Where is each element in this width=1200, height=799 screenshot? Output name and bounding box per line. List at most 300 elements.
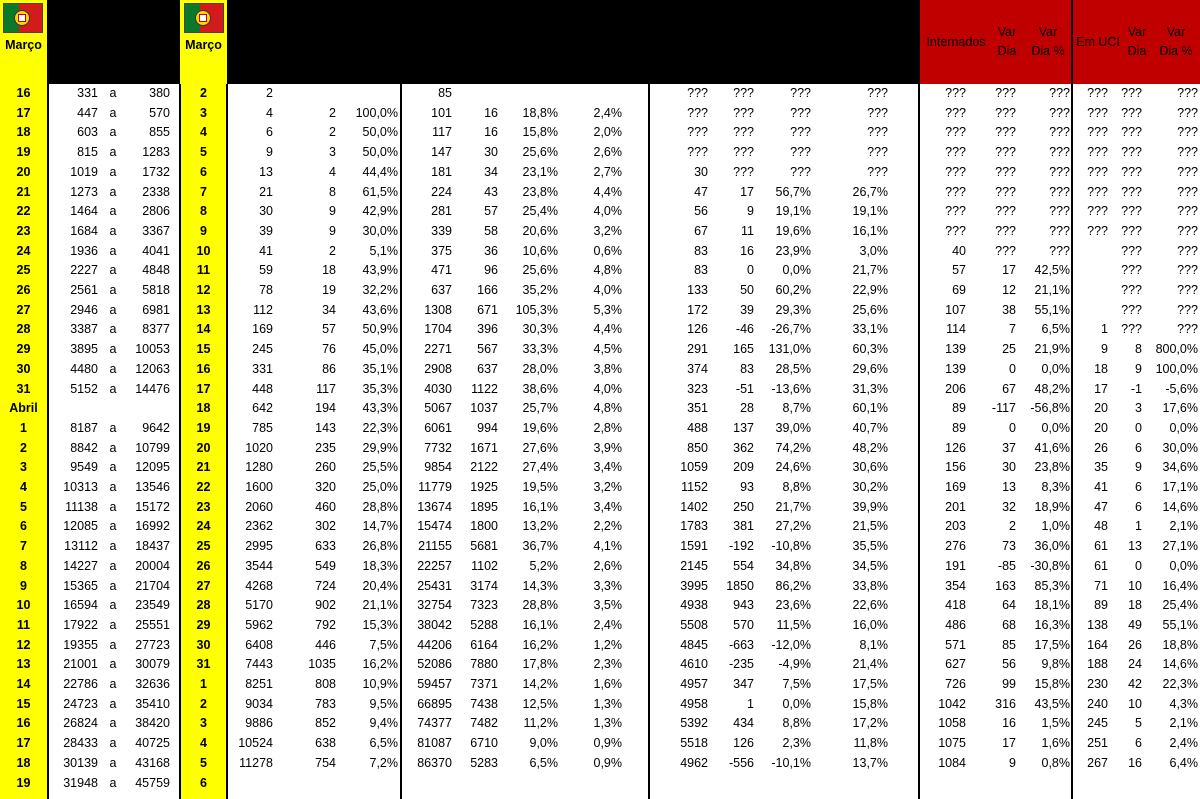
cell-var-pct-confirmados: 6,5%: [369, 736, 398, 751]
cell-var-pct-uci: 16,4%: [1162, 578, 1198, 593]
cell-var-dia-suspeitos: 58: [484, 223, 498, 238]
cell-date-2: 27: [196, 578, 211, 593]
cell-aguardam: 5392: [680, 716, 708, 731]
cell-infectados-sep: a: [109, 283, 117, 297]
cell-var-dia-suspeitos: 1671: [470, 440, 498, 455]
cell-em-uci: [1078, 774, 1108, 794]
cell-var-pct-internados: 43,5%: [1034, 696, 1070, 711]
cell-var-pct-suspeitos: 16,1%: [522, 499, 558, 514]
cell-var-dia-suspeitos: 567: [477, 342, 498, 357]
cell-var-pct-aguardam: 28,5%: [775, 361, 811, 376]
cell-var-pct-uci: ???: [1177, 184, 1198, 199]
cell-var-dia-aguardam: 137: [733, 420, 754, 435]
cell-var-dia-uci: ???: [1121, 322, 1142, 337]
cell-em-uci: 9: [1101, 342, 1108, 357]
cell-var-dia-confirmados: 2: [329, 243, 336, 258]
cell-var-pct-suspeitos: 33,3%: [522, 342, 558, 357]
cell-resultados-lab: 30,2%: [852, 480, 888, 494]
cell-casos-suspeitos: 101: [431, 105, 452, 120]
cell-var-pct-uci: ???: [1177, 322, 1198, 337]
cell-em-uci: ???: [1087, 145, 1108, 160]
cell-aguardam: 1591: [680, 539, 708, 554]
cell-confirmados: 112: [253, 302, 273, 317]
cell-var-pct-internados: 21,1%: [1034, 283, 1070, 297]
cell-suspeitos-confirmados: 3,2%: [593, 480, 622, 494]
cell-suspeitos-confirmados: 4,0%: [593, 283, 622, 297]
cell-infectados-max: 13546: [135, 480, 170, 494]
cell-em-uci: 48: [1094, 519, 1108, 534]
cell-var-dia-suspeitos: 637: [477, 361, 498, 376]
cell-infectados-max: 12063: [135, 361, 170, 376]
cell-infectados-max: 25551: [135, 617, 170, 632]
cell-var-pct-suspeitos: 13,2%: [522, 519, 558, 534]
cell-var-pct-internados: 6,5%: [1041, 322, 1070, 337]
cell-casos-suspeitos: 1308: [424, 302, 452, 317]
cell-var-dia-suspeitos: 671: [477, 302, 498, 317]
cell-var-pct-internados: 41,6%: [1034, 440, 1070, 455]
cell-infectados-sep: a: [109, 243, 117, 258]
header-var-pct-uci: Var Dia %: [1159, 25, 1193, 58]
cell-infectados-sep: a: [109, 460, 117, 475]
portugal-flag-icon: [3, 3, 43, 33]
cell-var-dia-uci: 13: [1128, 539, 1142, 554]
cell-var-pct-uci: -5,6%: [1165, 381, 1198, 396]
cell-var-dia-aguardam: 50: [740, 283, 754, 297]
cell-var-pct-suspeitos: 9,0%: [529, 736, 558, 751]
header-var-pct-internados: Var Dia %: [1031, 25, 1065, 58]
cell-var-pct-aguardam: ???: [790, 125, 811, 140]
cell-resultados-lab: 34,5%: [852, 558, 888, 573]
cell-infectados-sep: a: [109, 145, 117, 160]
cell-casos-suspeitos: 32754: [417, 598, 452, 613]
cell-var-pct-uci: ???: [1177, 204, 1198, 219]
cell-var-pct-aguardam: 2,3%: [782, 736, 811, 751]
cell-var-dia-aguardam: ???: [733, 164, 754, 179]
cell-var-dia-uci: ???: [1121, 145, 1142, 160]
cell-date-1: 23: [16, 223, 31, 238]
cell-var-pct-suspeitos: 10,6%: [522, 243, 558, 258]
cell-date-2: 2: [200, 696, 207, 711]
cell-date-1: 30: [16, 361, 31, 376]
cell-resultados-lab: 21,5%: [852, 519, 888, 534]
cell-var-dia-internados: ???: [995, 223, 1016, 238]
cell-confirmados: [237, 774, 273, 794]
cell-resultados-lab: 35,5%: [852, 539, 888, 554]
cell-var-dia-uci: ???: [1121, 263, 1142, 278]
table-row: [0, 655, 1200, 675]
cell-casos-suspeitos: 81087: [417, 736, 452, 751]
cell-em-uci: 17: [1094, 381, 1108, 396]
cell-confirmados: 2060: [245, 499, 273, 514]
cell-var-dia-internados: 9: [1009, 755, 1016, 770]
cell-var-pct-internados: 8,3%: [1041, 480, 1070, 494]
cell-var-dia-confirmados: 57: [322, 322, 336, 337]
header-confirmados: Confirmados: [234, 34, 305, 49]
cell-var-dia-suspeitos: 994: [477, 420, 498, 435]
cell-infectados-min: 1273: [70, 184, 98, 199]
table-row: [0, 281, 1200, 301]
cell-var-pct-uci: 2,4%: [1169, 736, 1198, 751]
cell-var-pct-uci: ???: [1177, 86, 1198, 100]
cell-date-2: 18: [196, 401, 211, 416]
cell-date-1: 24: [16, 243, 31, 258]
cell-var-pct-suspeitos: 15,8%: [522, 125, 558, 140]
cell-suspeitos-confirmados: 0,9%: [593, 736, 622, 751]
cell-confirmados: 642: [252, 401, 273, 416]
cell-var-dia-internados: ???: [995, 243, 1016, 258]
cell-var-dia-uci: 6: [1135, 480, 1142, 494]
cell-confirmados: 1600: [245, 480, 273, 494]
cell-resultados-lab: [830, 774, 888, 794]
cell-var-pct-uci: 800,0%: [1155, 342, 1198, 357]
cell-var-dia-uci: 42: [1128, 677, 1142, 691]
cell-var-pct-suspeitos: 12,5%: [522, 696, 558, 711]
header-em-uci: Em UCI: [1076, 34, 1120, 49]
cell-date-1: 29: [16, 342, 31, 357]
cell-casos-suspeitos: 1704: [424, 322, 452, 337]
cell-var-pct-uci: 14,6%: [1162, 657, 1198, 672]
cell-suspeitos-confirmados: 4,1%: [593, 539, 622, 554]
cell-var-pct-internados: 17,5%: [1034, 637, 1070, 652]
cell-confirmados: 4: [266, 105, 273, 120]
cell-var-dia-aguardam: 1: [747, 696, 754, 711]
cell-var-dia-aguardam: 16: [740, 243, 754, 258]
cell-var-pct-confirmados: 35,1%: [362, 361, 398, 376]
cell-var-dia-aguardam: -46: [735, 322, 754, 337]
table-row: [0, 537, 1200, 557]
cell-casos-suspeitos: 281: [431, 204, 452, 219]
cell-var-pct-suspeitos: 28,8%: [522, 598, 558, 613]
cell-var-pct-suspeitos: 18,8%: [522, 105, 558, 120]
cell-var-pct-uci: ???: [1177, 125, 1198, 140]
cell-internados: ???: [945, 223, 966, 238]
cell-var-dia-suspeitos: 7438: [470, 696, 498, 711]
cell-aguardam: 83: [694, 243, 708, 258]
cell-infectados-sep: a: [109, 420, 117, 435]
cell-infectados-sep: a: [109, 519, 117, 534]
cell-infectados-min: 2561: [70, 283, 98, 297]
cell-var-dia-internados: 163: [995, 578, 1016, 593]
table-row: [0, 636, 1200, 656]
cell-var-dia-confirmados: 4: [329, 164, 336, 179]
cell-infectados-max: 27723: [135, 637, 170, 652]
cell-confirmados: 59: [259, 263, 273, 278]
cell-infectados-min: 1464: [70, 204, 98, 219]
cell-infectados-min: 1936: [70, 243, 98, 258]
cell-aguardam: 4845: [680, 637, 708, 652]
cell-resultados-lab: 8,1%: [859, 637, 888, 652]
cell-var-pct-uci: 0,0%: [1169, 420, 1198, 435]
cell-var-pct-confirmados: 45,0%: [362, 342, 398, 357]
cell-var-pct-suspeitos: 19,6%: [522, 420, 558, 435]
cell-infectados-max: 6981: [142, 302, 170, 317]
cell-var-dia-internados: 38: [1002, 302, 1016, 317]
cell-resultados-lab: 22,9%: [852, 283, 888, 297]
cell-infectados-sep: a: [109, 322, 117, 337]
cell-confirmados: 5170: [245, 598, 273, 613]
cell-infectados-sep: a: [109, 617, 117, 632]
cell-var-dia-uci: ???: [1121, 204, 1142, 219]
cell-var-dia-internados: 32: [1002, 499, 1016, 514]
cell-casos-suspeitos: 2271: [424, 342, 452, 357]
cell-resultados-lab: 40,7%: [852, 420, 888, 435]
cell-var-pct-suspeitos: 105,3%: [515, 302, 558, 317]
cell-resultados-lab: 25,6%: [852, 302, 888, 317]
cell-var-pct-aguardam: ???: [790, 86, 811, 100]
cell-var-dia-internados: ???: [995, 184, 1016, 199]
cell-internados: 191: [945, 558, 966, 573]
cell-var-pct-internados: 42,5%: [1034, 263, 1070, 278]
cell-var-pct-aguardam: ???: [790, 105, 811, 120]
cell-var-pct-uci: 17,1%: [1162, 480, 1198, 494]
cell-infectados-min: [50, 399, 98, 419]
cell-var-pct-confirmados: 43,9%: [362, 263, 398, 278]
cell-infectados-max: 10053: [135, 342, 170, 357]
cell-var-dia-aguardam: 554: [733, 558, 754, 573]
cell-suspeitos-confirmados: 4,4%: [593, 184, 622, 199]
cell-var-dia-aguardam: 17: [740, 184, 754, 199]
cell-var-dia-confirmados: 638: [315, 736, 336, 751]
cell-casos-suspeitos: 339: [431, 223, 452, 238]
cell-var-dia-confirmados: [300, 774, 336, 794]
cell-em-uci: [1078, 261, 1108, 281]
cell-var-pct-uci: 6,4%: [1169, 755, 1198, 770]
cell-suspeitos-confirmados: 0,9%: [593, 755, 622, 770]
cell-infectados-min: 10313: [63, 480, 98, 494]
cell-var-dia-confirmados: 235: [315, 440, 336, 455]
cell-suspeitos-confirmados: 2,4%: [593, 617, 622, 632]
cell-date-2: 14: [196, 322, 211, 337]
cell-resultados-lab: 22,6%: [852, 598, 888, 613]
cell-var-dia-aguardam: 381: [733, 519, 754, 534]
header-var-dia-suspeitos: Var Dia: [481, 25, 501, 58]
table-row: [0, 557, 1200, 577]
cell-infectados-max: 8377: [142, 322, 170, 337]
cell-var-pct-suspeitos: 27,6%: [522, 440, 558, 455]
cell-infectados-min: 4480: [70, 361, 98, 376]
cell-internados: 40: [952, 243, 966, 258]
cell-var-dia-internados: ???: [995, 164, 1016, 179]
cell-var-pct-aguardam: ???: [790, 164, 811, 179]
cell-var-dia-suspeitos: 96: [484, 263, 498, 278]
cell-date-2: 10: [196, 243, 211, 258]
cell-var-dia-suspeitos: [460, 84, 498, 104]
cell-casos-suspeitos: 74377: [417, 716, 452, 731]
cell-var-pct-internados: ???: [1049, 243, 1070, 258]
cell-suspeitos-confirmados: 1,6%: [593, 677, 622, 691]
cell-infectados-sep: a: [109, 598, 117, 613]
cell-aguardam: ???: [687, 105, 708, 120]
cell-var-pct-suspeitos: 14,3%: [522, 578, 558, 593]
cell-var-pct-uci: 14,6%: [1162, 499, 1198, 514]
cell-infectados-min: 15365: [63, 578, 98, 593]
cell-infectados-max: 9642: [142, 420, 170, 435]
cell-var-pct-aguardam: 60,2%: [775, 283, 811, 297]
table-row: [0, 754, 1200, 774]
table-row: [0, 675, 1200, 695]
cell-var-dia-uci: [1110, 774, 1142, 794]
cell-var-pct-uci: 55,1%: [1162, 617, 1198, 632]
header-var-pct-aguardam: Var Dia %: [775, 25, 809, 58]
cell-var-dia-suspeitos: 6710: [470, 736, 498, 751]
cell-var-pct-suspeitos: 25,7%: [522, 401, 558, 416]
cell-suspeitos-confirmados: 0,6%: [593, 243, 622, 258]
cell-infectados-max: [125, 399, 170, 419]
cell-var-dia-suspeitos: 6164: [470, 637, 498, 652]
cell-var-dia-uci: 0: [1135, 420, 1142, 435]
cell-var-dia-internados: [975, 774, 1016, 794]
cell-internados: 1084: [938, 755, 966, 770]
cell-infectados-sep: a: [109, 184, 117, 199]
cell-var-pct-suspeitos: 6,5%: [529, 755, 558, 770]
cell-date-1: 12: [16, 637, 31, 652]
cell-em-uci: ???: [1087, 184, 1108, 199]
cell-infectados-min: 9549: [70, 460, 98, 475]
cell-var-dia-suspeitos: 166: [477, 283, 498, 297]
cell-internados: 1058: [938, 716, 966, 731]
cell-casos-suspeitos: 22257: [417, 558, 452, 573]
cell-var-pct-uci: 2,1%: [1169, 716, 1198, 731]
cell-infectados-min: 14227: [63, 558, 98, 573]
cell-var-dia-suspeitos: 36: [484, 243, 498, 258]
cell-var-pct-confirmados: 10,9%: [362, 677, 398, 691]
cell-date-2: 24: [196, 519, 211, 534]
cell-em-uci: ???: [1087, 86, 1108, 100]
cell-confirmados: 11278: [239, 755, 273, 770]
cell-var-pct-internados: -56,8%: [1030, 401, 1070, 416]
cell-infectados-min: 2946: [70, 302, 98, 317]
cell-var-pct-aguardam: -10,8%: [771, 539, 811, 554]
cell-var-dia-internados: 37: [1002, 440, 1016, 455]
cell-var-pct-suspeitos: [502, 84, 558, 104]
cell-infectados-min: 815: [77, 145, 98, 160]
cell-casos-suspeitos: 9854: [424, 460, 452, 475]
cell-infectados-max: 40725: [135, 736, 170, 751]
cell-var-pct-suspeitos: 25,4%: [522, 204, 558, 219]
cell-casos-suspeitos: 471: [431, 263, 452, 278]
cell-var-pct-aguardam: 29,3%: [775, 302, 811, 317]
cell-confirmados: 1280: [245, 460, 273, 475]
table-row: [0, 714, 1200, 734]
cell-internados: 139: [945, 342, 966, 357]
cell-em-uci: 267: [1087, 755, 1108, 770]
cell-var-pct-confirmados: 9,5%: [369, 696, 398, 711]
cell-suspeitos-confirmados: 2,7%: [593, 164, 622, 179]
cell-var-pct-suspeitos: 16,1%: [522, 617, 558, 632]
cell-infectados-sep: a: [109, 775, 117, 790]
cell-resultados-lab: 16,1%: [852, 223, 888, 238]
cell-var-dia-aguardam: 39: [740, 302, 754, 317]
cell-internados: 571: [945, 637, 966, 652]
cell-var-pct-uci: ???: [1177, 223, 1198, 238]
cell-aguardam: 172: [687, 302, 708, 317]
cell-em-uci: 230: [1087, 677, 1108, 691]
cell-date-2: 19: [196, 420, 211, 435]
cell-casos-suspeitos: 637: [431, 283, 452, 297]
cell-var-pct-aguardam: -12,0%: [771, 637, 811, 652]
cell-var-pct-aguardam: 0,0%: [782, 696, 811, 711]
cell-var-pct-internados: ???: [1049, 164, 1070, 179]
cell-var-pct-internados: 15,8%: [1034, 677, 1070, 691]
cell-var-dia-uci: ???: [1121, 243, 1142, 258]
cell-var-pct-suspeitos: 14,2%: [522, 677, 558, 691]
cell-internados: 354: [945, 578, 966, 593]
cell-resultados-lab: 21,4%: [852, 657, 888, 672]
cell-var-dia-aguardam: 434: [733, 716, 754, 731]
cell-em-uci: 240: [1087, 696, 1108, 711]
cell-date-1: 9: [20, 578, 27, 593]
cell-var-pct-aguardam: -4,9%: [778, 657, 811, 672]
cell-resultados-lab: 33,8%: [852, 578, 888, 593]
cell-em-uci: [1078, 301, 1108, 321]
cell-internados: 69: [952, 283, 966, 297]
cell-em-uci: ???: [1087, 164, 1108, 179]
cell-var-dia-confirmados: 34: [322, 302, 336, 317]
cell-var-dia-uci: 5: [1135, 716, 1142, 731]
cell-date-2: 22: [196, 480, 211, 494]
cell-infectados-max: 855: [149, 125, 170, 140]
cell-resultados-lab: ???: [867, 105, 888, 120]
cell-casos-suspeitos: 5067: [424, 401, 452, 416]
cell-internados: 206: [945, 381, 966, 396]
cell-var-dia-internados: -117: [991, 401, 1016, 416]
cell-confirmados: 13: [259, 164, 273, 179]
cell-em-uci: 35: [1094, 460, 1108, 475]
cell-resultados-lab: 48,2%: [852, 440, 888, 455]
header-var-dia-uci: Var Dia: [1127, 25, 1147, 58]
cell-em-uci: ???: [1087, 223, 1108, 238]
cell-infectados-min: 1684: [70, 223, 98, 238]
cell-var-dia-uci: ???: [1121, 86, 1142, 100]
cell-var-pct-aguardam: 19,1%: [775, 204, 811, 219]
cell-infectados-sep: a: [109, 263, 117, 278]
cell-var-pct-internados: 85,3%: [1034, 578, 1070, 593]
cell-aguardam: 133: [687, 283, 708, 297]
header-suspeitos-confirmados: Suspeitos Confirmados: [572, 25, 644, 58]
table-row: [0, 419, 1200, 439]
cell-aguardam: 4938: [680, 598, 708, 613]
cell-var-dia-aguardam: 165: [733, 342, 754, 357]
cell-resultados-lab: 60,1%: [852, 401, 888, 416]
cell-infectados-sep: a: [109, 440, 117, 455]
cell-var-dia-uci: ???: [1121, 302, 1142, 317]
cell-infectados-max: 43168: [135, 755, 170, 770]
cell-date-1: Abril: [9, 401, 38, 416]
table-row: [0, 222, 1200, 242]
cell-suspeitos-confirmados: 3,3%: [593, 578, 622, 593]
cell-var-pct-uci: 4,3%: [1169, 696, 1198, 711]
cell-var-pct-suspeitos: 23,8%: [522, 184, 558, 199]
cell-var-dia-aguardam: 943: [733, 598, 754, 613]
cell-casos-suspeitos: 224: [431, 184, 452, 199]
cell-internados: ???: [945, 184, 966, 199]
cell-var-dia-uci: 10: [1128, 578, 1142, 593]
cell-date-1: 7: [20, 539, 27, 554]
cell-var-dia-uci: 9: [1135, 460, 1142, 475]
cell-infectados-max: 38420: [135, 716, 170, 731]
cell-var-pct-suspeitos: 36,7%: [522, 539, 558, 554]
cell-var-pct-aguardam: -13,6%: [771, 381, 811, 396]
cell-internados: 418: [945, 598, 966, 613]
cell-resultados-lab: ???: [867, 125, 888, 140]
cell-suspeitos-confirmados: 3,4%: [593, 460, 622, 475]
cell-infectados-min: 31948: [63, 775, 98, 790]
cell-suspeitos-confirmados: 3,5%: [593, 598, 622, 613]
cell-resultados-lab: 31,3%: [852, 381, 888, 396]
cell-var-dia-uci: 9: [1135, 361, 1142, 376]
cell-infectados-sep: a: [109, 558, 117, 573]
cell-var-pct-internados: 1,0%: [1041, 519, 1070, 534]
